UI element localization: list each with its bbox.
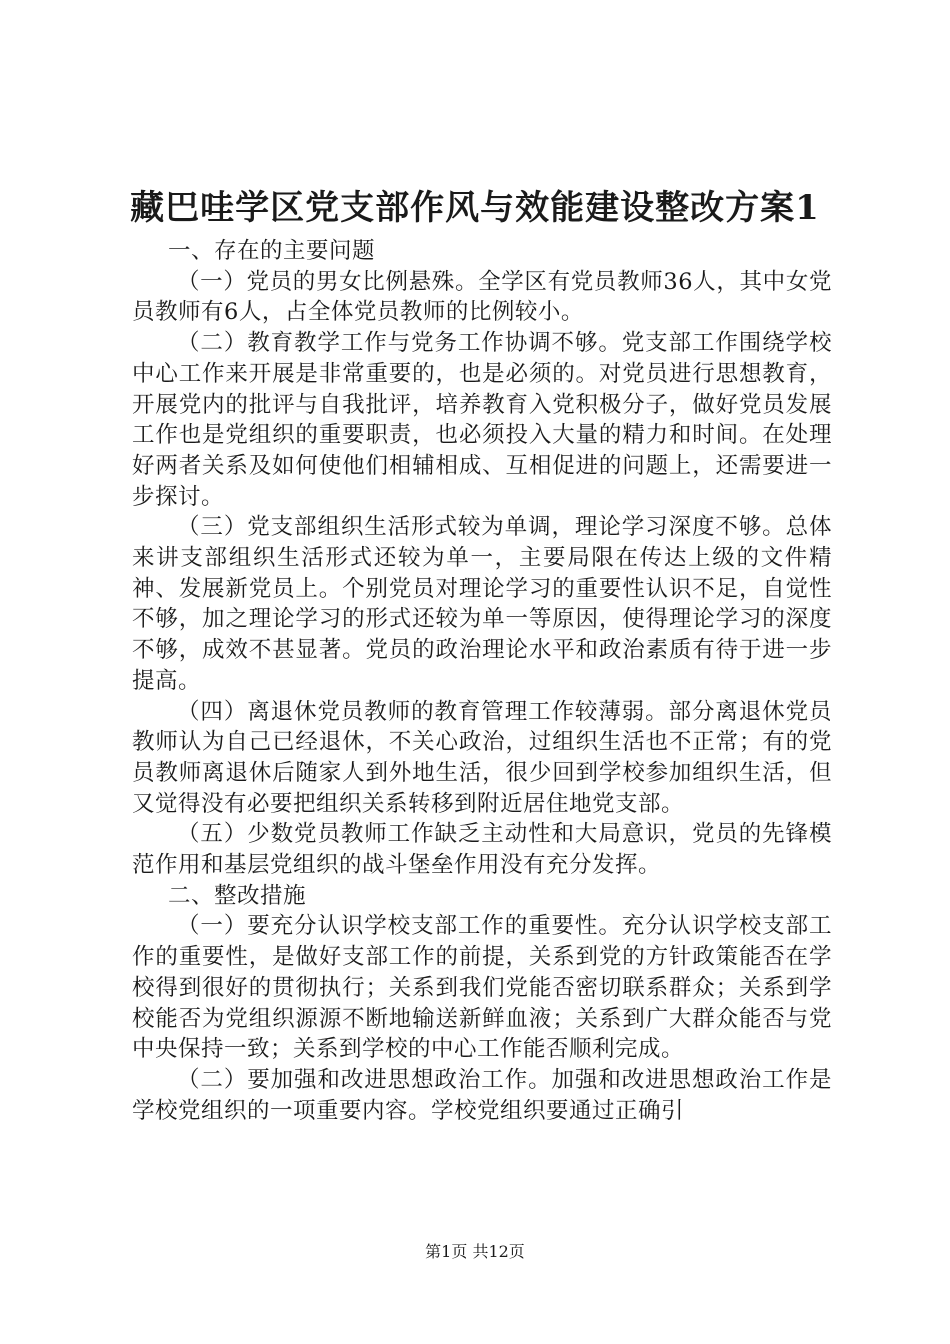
paragraph-problem-4: （四）离退休党员教师的教育管理工作较薄弱。部分离退休党员教师认为自己已经退休，不关心政治，过组织生活也不正常；有的党员教师离退休后随家人到外地生活，很少回到学校参加组织生活，但又觉得没有必要把组织关系转移到附近居住地党支部。 (132, 698, 832, 817)
page-number-footer: 第1页 共12页 (425, 1242, 525, 1261)
section-heading-problems: 一、存在的主要问题 (168, 238, 376, 264)
section-heading-measures: 二、整改措施 (168, 882, 307, 909)
paragraph-problem-2: （二）教育教学工作与党务工作协调不够。党支部工作围绕学校中心工作来开展是非常重要的，也是必须的。对党员进行思想教育，开展党内的批评与自我批评，培养教育入党积极分子，做好党员发展工作也是党组织的重要职责，也必须投入大量的精力和时间。在处理好两者关系及如何使他们相辅相成、互相促进的问题上，还需要进一步探讨。 (132, 330, 832, 510)
paragraph-measure-2: （二）要加强和改进思想政治工作。加强和改进思想政治工作是学校党组织的一项重要内容。学校党组织要通过正确引 (132, 1066, 832, 1124)
document-title: 藏巴哇学区党支部作风与效能建设整改方案1 (130, 188, 820, 228)
paragraph-problem-1: （一）党员的男女比例悬殊。全学区有党员教师36人，其中女党员教师有6人，占全体党员教师的比例较小。 (132, 268, 832, 326)
paragraph-problem-5: （五）少数党员教师工作缺乏主动性和大局意识，党员的先锋模范作用和基层党组织的战斗堡垒作用没有充分发挥。 (132, 821, 832, 879)
paragraph-measure-1: （一）要充分认识学校支部工作的重要性。充分认识学校支部工作的重要性，是做好支部工作的前提，关系到党的方针政策能否在学校得到很好的贯彻执行；关系到我们党能否密切联系群众；关系到学校能否为党组织源源不断地输送新鲜血液；关系到广大群众能否与党中央保持一致；关系到学校的中心工作能否顺利完成。 (132, 913, 832, 1063)
paragraph-problem-3: （三）党支部组织生活形式较为单调，理论学习深度不够。总体来讲支部组织生活形式还较为单一，主要局限在传达上级的文件精神、发展新党员上。个别党员对理论学习的重要性认识不足，自觉性不够，加之理论学习的形式还较为单一等原因，使得理论学习的深度不够，成效不甚显著。党员的政治理论水平和政治素质有待于进一步提高。 (132, 514, 832, 694)
document-body (132, 236, 832, 1126)
